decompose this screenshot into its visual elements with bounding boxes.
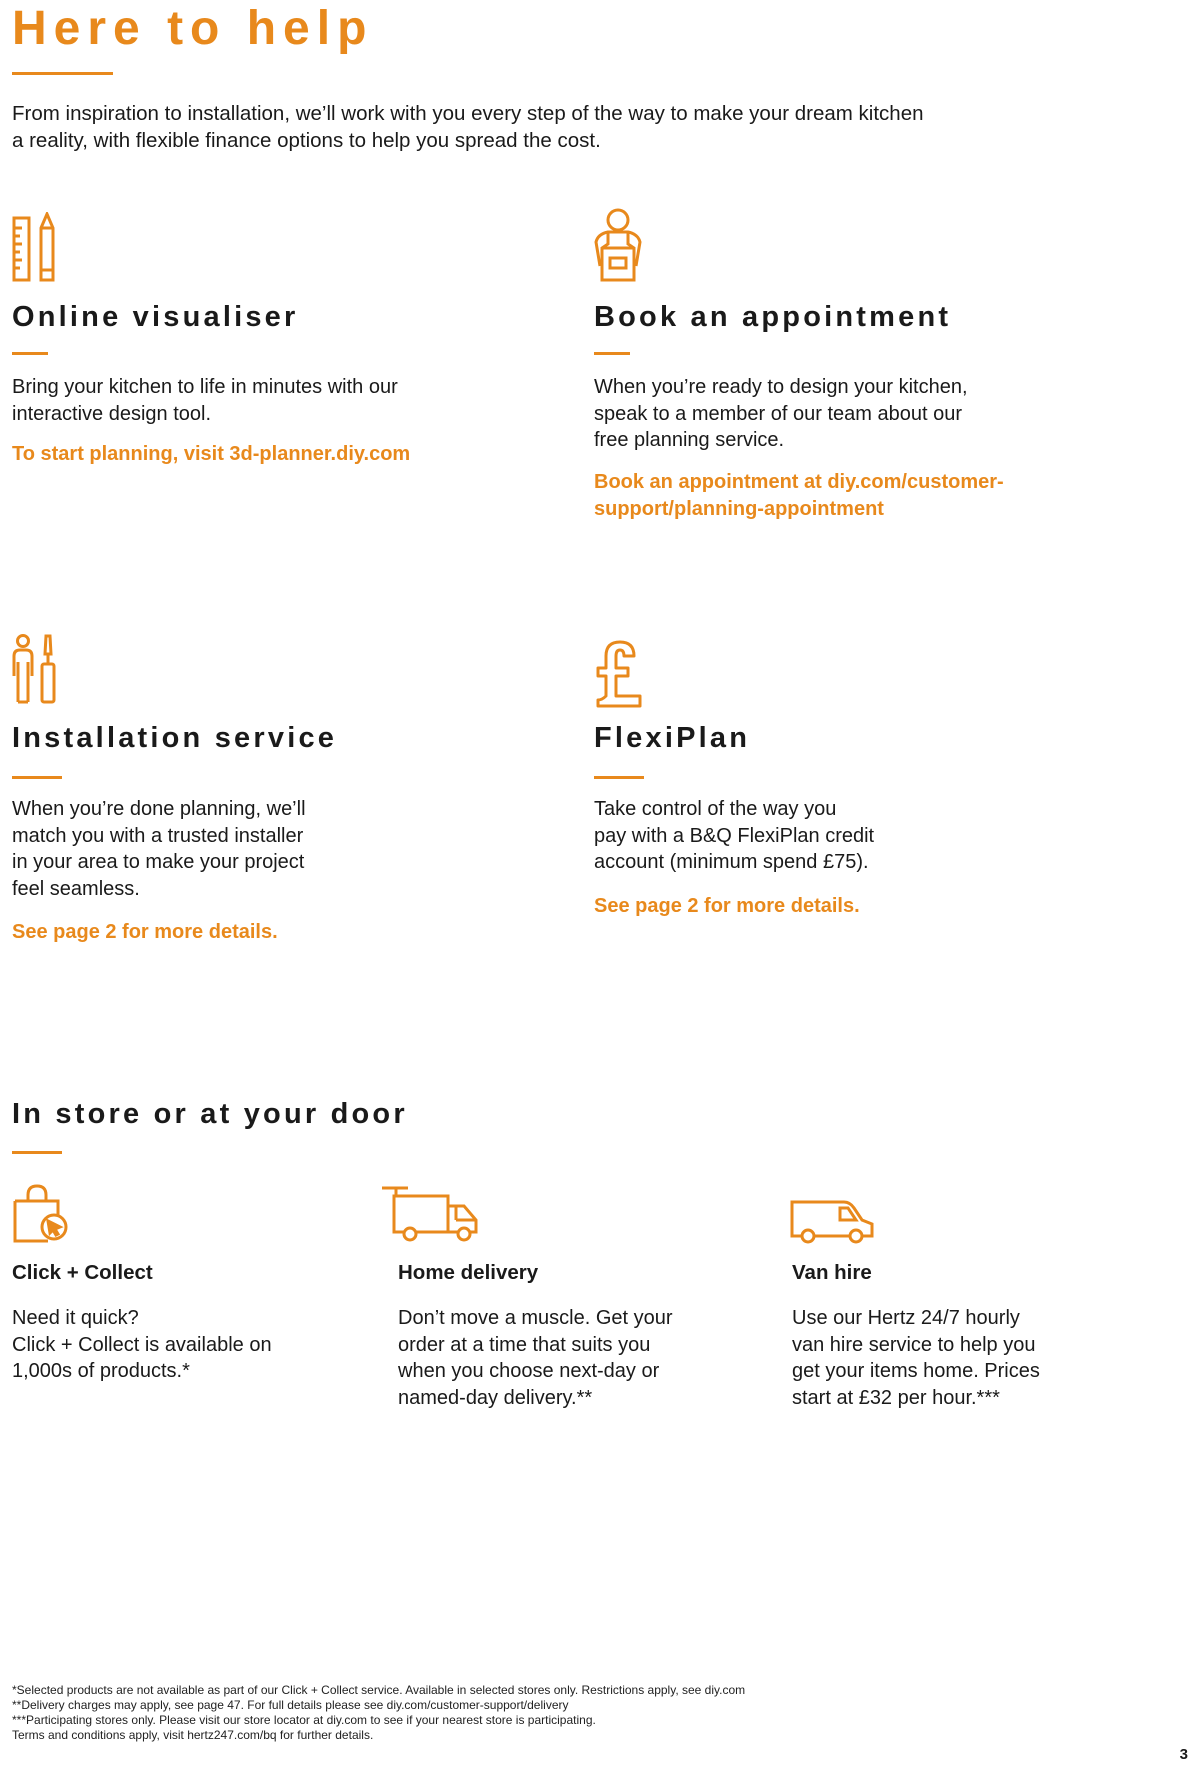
person-apron-icon (594, 208, 642, 282)
section-title-installation: Installation service (12, 722, 338, 754)
title-underline (12, 72, 113, 75)
section-title-delivery: In store or at your door (12, 1098, 408, 1130)
delivery-item-title: Van hire (792, 1261, 872, 1284)
section-underline (12, 1151, 62, 1154)
home-delivery-description: Don’t move a muscle. Get your order at a time that suits you when you choose next-day or named-day delivery.** (398, 1307, 673, 1409)
section-title-visualiser: Online visualiser (12, 301, 299, 333)
page-title: Here to help (12, 2, 374, 55)
section-title-flexiplan: FlexiPlan (594, 722, 751, 754)
flexiplan-description: Take control of the way you pay with a B&Q FlexiPlan credit account (minimum spend £75). (594, 798, 875, 873)
van-hire-description: Use our Hertz 24/7 hourly van hire service to help you get your items home. Prices start at £32 per hour.*** (792, 1307, 1040, 1409)
footnote: **Delivery charges may apply, see page 47. For full details please see diy.com/customer-support/delivery (12, 1698, 569, 1712)
installation-description: When you’re done planning, we’ll match you with a trusted installer in your area to make your project feel seamless. (12, 798, 306, 900)
flexiplan-link[interactable]: See page 2 for more details. (594, 895, 860, 917)
section-underline (12, 776, 62, 779)
visualiser-description: Bring your kitchen to life in minutes with our interactive design tool. (12, 376, 398, 425)
footnote: Terms and conditions apply, visit hertz247.com/bq for further details. (12, 1728, 374, 1742)
delivery-item-title: Home delivery (398, 1261, 539, 1284)
section-underline (594, 352, 630, 355)
section-underline (594, 776, 644, 779)
click-collect-description: Need it quick? Click + Collect is available on 1,000s of products.* (12, 1307, 272, 1382)
pound-sign-icon (594, 638, 644, 708)
page-number: 3 (1179, 1746, 1188, 1763)
footnote: *Selected products are not available as part of our Click + Collect service. Available in selected stores only. Restrictions apply, see diy.com (12, 1683, 746, 1697)
installation-link[interactable]: See page 2 for more details. (12, 921, 278, 943)
installer-tools-icon (12, 634, 58, 704)
footnotes (12, 1683, 1112, 1743)
section-title-appointment: Book an appointment (594, 301, 952, 333)
section-underline (12, 352, 48, 355)
visualiser-link[interactable]: To start planning, visit 3d-planner.diy.com (12, 443, 411, 465)
footnote: ***Participating stores only. Please visit our store locator at diy.com to see if your nearest store is participating. (12, 1713, 596, 1727)
delivery-truck-icon (382, 1186, 480, 1242)
van-icon (790, 1198, 874, 1244)
appointment-description: When you’re ready to design your kitchen, speak to a member of our team about our free planning service. (594, 376, 968, 451)
ruler-pencil-icon (12, 212, 56, 282)
intro-text: From inspiration to installation, we’ll work with you every step of the way to make your dream kitchen a reality, with flexible finance options to help you spread the cost. (12, 102, 924, 152)
shopping-bag-cursor-icon (12, 1183, 68, 1243)
delivery-item-title: Click + Collect (12, 1261, 153, 1284)
appointment-link[interactable]: Book an appointment at diy.com/customer- support/planning-appointment (594, 471, 1004, 520)
